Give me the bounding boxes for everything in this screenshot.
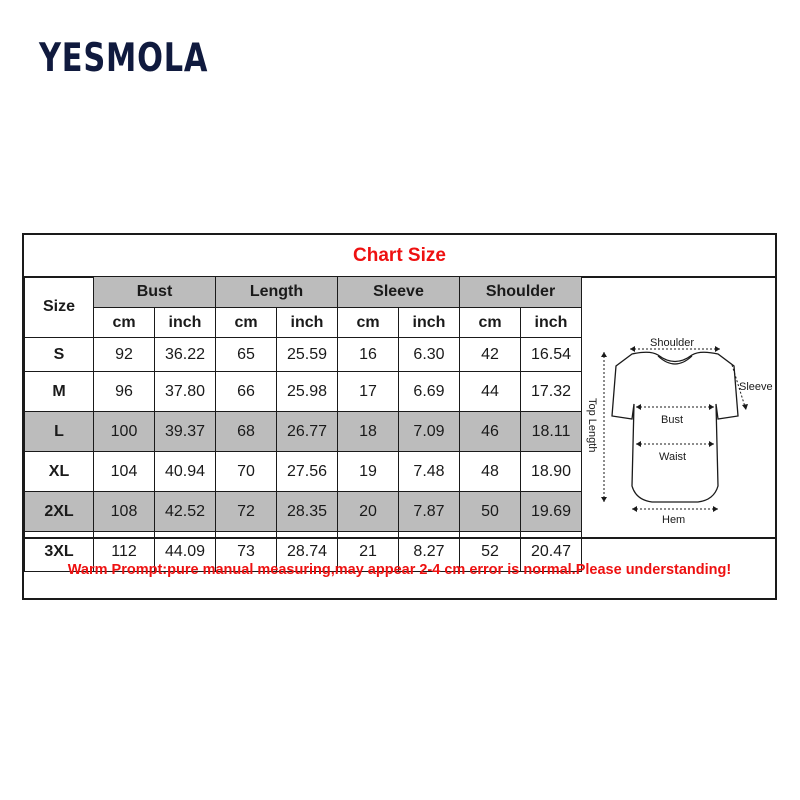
table-cell: 16.54 (521, 338, 582, 372)
table-cell: 112 (94, 532, 155, 572)
table-cell: 21 (338, 532, 399, 572)
warm-prompt: Warm Prompt:pure manual measuring,may appear 2-4 cm error is normal.Please understanding! (24, 537, 775, 600)
table-cell: 36.22 (155, 338, 216, 372)
table-cell: 48 (460, 452, 521, 492)
table-cell: 52 (460, 532, 521, 572)
hem-label: Hem (662, 514, 686, 526)
table-cell: 27.56 (277, 452, 338, 492)
table-cell: 28.74 (277, 532, 338, 572)
table-cell: 42.52 (155, 492, 216, 532)
table-cell: 70 (216, 452, 277, 492)
tshirt-outline (612, 352, 738, 502)
table-cell: 7.87 (399, 492, 460, 532)
table-cell: 37.80 (155, 372, 216, 412)
table-cell: 28.35 (277, 492, 338, 532)
size-label: XL (25, 452, 94, 492)
table-cell: 100 (94, 412, 155, 452)
table-cell: 68 (216, 412, 277, 452)
table-cell: 19.69 (521, 492, 582, 532)
table-cell: 108 (94, 492, 155, 532)
table-cell: 65 (216, 338, 277, 372)
table-cell: 6.69 (399, 372, 460, 412)
table-cell: 72 (216, 492, 277, 532)
unit-header: cm (94, 308, 155, 338)
size-label: S (25, 338, 94, 372)
table-cell: 20.47 (521, 532, 582, 572)
size-label: 2XL (25, 492, 94, 532)
unit-header: inch (521, 308, 582, 338)
tshirt-neckline (658, 356, 692, 364)
group-header-bust: Bust (94, 277, 216, 308)
group-header-sleeve: Sleeve (338, 277, 460, 308)
table-cell: 44.09 (155, 532, 216, 572)
size-table (24, 276, 582, 572)
size-label: M (25, 372, 94, 412)
unit-header: cm (216, 308, 277, 338)
top-length-label: Top Length (586, 398, 598, 453)
table-cell: 96 (94, 372, 155, 412)
table-cell: 18.11 (521, 412, 582, 452)
table-cell: 17 (338, 372, 399, 412)
table-cell: 18.90 (521, 452, 582, 492)
sleeve-label: Sleeve (739, 381, 773, 393)
measurement-diagram (582, 276, 775, 537)
table-row (25, 492, 582, 532)
table-cell: 6.30 (399, 338, 460, 372)
table-row (25, 338, 582, 372)
table-cell: 39.37 (155, 412, 216, 452)
table-cell: 92 (94, 338, 155, 372)
table-cell: 50 (460, 492, 521, 532)
table-cell: 44 (460, 372, 521, 412)
table-cell: 66 (216, 372, 277, 412)
table-cell: 19 (338, 452, 399, 492)
table-row (25, 412, 582, 452)
table-cell: 18 (338, 412, 399, 452)
table-cell: 25.98 (277, 372, 338, 412)
table-cell: 17.32 (521, 372, 582, 412)
waist-label: Waist (659, 451, 687, 463)
group-header-row (25, 277, 582, 308)
unit-header: inch (399, 308, 460, 338)
table-cell: 7.48 (399, 452, 460, 492)
group-header-length: Length (216, 277, 338, 308)
table-cell: 7.09 (399, 412, 460, 452)
table-cell: 8.27 (399, 532, 460, 572)
table-row (25, 452, 582, 492)
unit-header: inch (155, 308, 216, 338)
table-cell: 73 (216, 532, 277, 572)
shoulder-label: Shoulder (650, 337, 695, 349)
size-label: L (25, 412, 94, 452)
table-cell: 20 (338, 492, 399, 532)
size-chart (22, 233, 777, 600)
unit-header: cm (460, 308, 521, 338)
chart-title: Chart Size (24, 235, 775, 278)
table-cell: 42 (460, 338, 521, 372)
table-cell: 46 (460, 412, 521, 452)
table-cell: 16 (338, 338, 399, 372)
table-cell: 40.94 (155, 452, 216, 492)
table-cell: 26.77 (277, 412, 338, 452)
table-cell: 104 (94, 452, 155, 492)
table-cell: 25.59 (277, 338, 338, 372)
bust-label: Bust (661, 414, 684, 426)
group-header-shoulder: Shoulder (460, 277, 582, 308)
unit-header: inch (277, 308, 338, 338)
table-row (25, 372, 582, 412)
unit-header: cm (338, 308, 399, 338)
size-header: Size (25, 277, 94, 338)
brand-logo: YESMOLA (39, 36, 209, 81)
unit-header-row (25, 308, 582, 338)
size-label: 3XL (25, 532, 94, 572)
